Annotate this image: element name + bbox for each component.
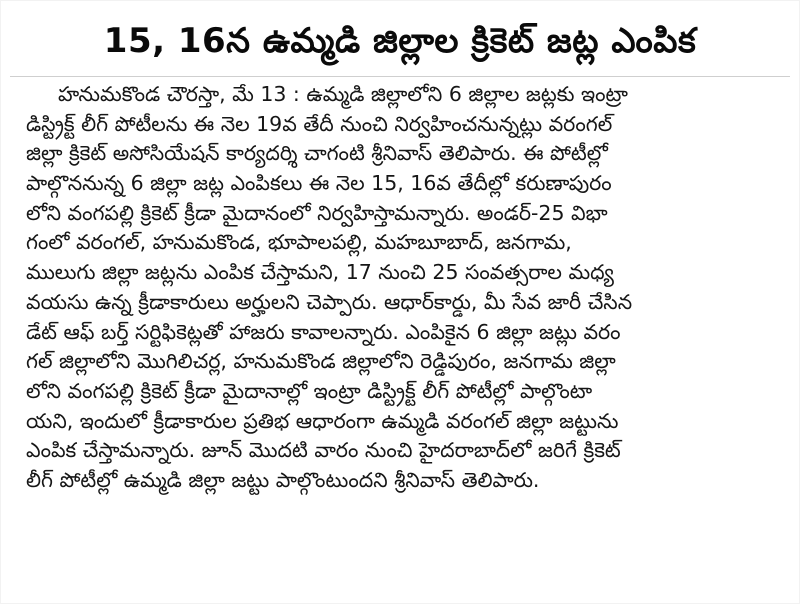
headline-divider <box>10 76 790 77</box>
article-line: గల్ జిల్లాలోని మొగిలిచర్ల, హనుమకొండ జిల్లాలోని రెడ్డిపురం, జనగామ జిల్లా <box>26 349 616 374</box>
article-line: డేట్ ఆఫ్ బర్త్ సర్టిఫికెట్లతో హాజరు కావాలన్నారు. ఎంపికైన 6 జిల్లా జట్లు వరం <box>26 319 621 344</box>
article-line: లీగ్ పోటీల్లో ఉమ్మడి జిల్లా జట్టు పాల్గొంటుందని శ్రీనివాస్ తెలిపారు. <box>26 467 540 492</box>
article-line: గంలో వరంగల్, హనుమకొండ, భూపాలపల్లి, మహబూబాద్, జనగామ, <box>26 230 572 255</box>
article-line: యని, ఇందులో క్రీడాకారుల ప్రతిభ ఆధారంగా ఉమ్మడి వరంగల్ జిల్లా జట్టును <box>26 408 619 433</box>
article-line: హనుమకొండ చౌరస్తా, మే 13 : ఉమ్మడి జిల్లాలోని 6 జిల్లాల జట్లకు ఇంట్రా <box>58 82 628 106</box>
article-line: డిస్ట్రిక్ట్ లీగ్ పోటీలను ఈ నెల 19వ తేదీ నుంచి నిర్వహించనున్నట్లు వరంగల్ <box>26 111 613 136</box>
article-line: ములుగు జిల్లా జట్లను ఎంపిక చేస్తామని, 17 నుంచి 25 సంవత్సరాల మధ్య <box>26 260 614 285</box>
article-line: వయసు ఉన్న క్రీడాకారులు అర్హులని చెప్పారు. ఆధార్‌కార్డు, మీ సేవ జారీ చేసిన <box>26 289 633 314</box>
article-line: లోని వంగపల్లి క్రికెట్ క్రీడా మైదానాల్లో ఇంట్రా డిస్ట్రిక్ట్ లీగ్ పోటీల్లో పాల్గొంటా <box>26 378 593 403</box>
article-line: పాల్గొననున్న 6 జిల్లా జట్ల ఎంపికలు ఈ నెల 15, 16వ తేదీల్లో కరుణాపురం <box>26 171 612 196</box>
article-line: లోని వంగపల్లి క్రికెట్ క్రీడా మైదానంలో నిర్వహిస్తామన్నారు. అండర్-25 విభా <box>26 200 608 225</box>
article-line: ఎంపిక చేస్తామన్నారు. జూన్ మొదటి వారం నుంచి హైదరాబాద్‌లో జరిగే క్రికెట్ <box>26 438 621 463</box>
article-body <box>26 80 756 496</box>
article-headline: 15, 16న ఉమ్మడి జిల్లాల క్రికెట్ జట్ల ఎంపిక <box>103 21 697 61</box>
article-line: జిల్లా క్రికెట్ అసోసియేషన్ కార్యదర్శి చాగంటి శ్రీనివాస్ తెలిపారు. ఈ పోటీల్లో <box>26 141 608 166</box>
